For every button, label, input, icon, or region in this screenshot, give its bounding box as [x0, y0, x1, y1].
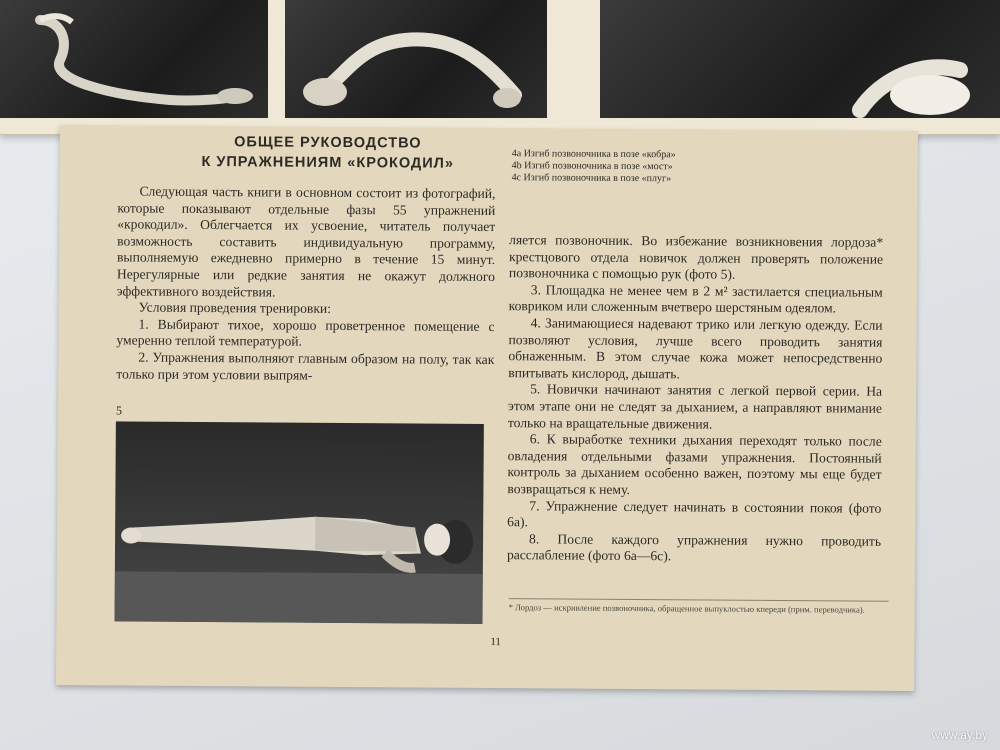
book-page: [56, 125, 918, 691]
photo-lying-figure: [115, 421, 484, 624]
spine-photo-cobra: [0, 0, 268, 118]
left-column: [116, 183, 495, 385]
footnote: * Лордоз — искривление позвоночника, обращенное выпуклостью кпереди (прим. переводчика).: [509, 598, 889, 616]
paragraph-item-6: 6. К выработке техники дыхания переходят только после овладения отдельными фазами упражнения. Постоянный контроль за дыханием особенно важен, поэтому мы еще будет возвращаться к нему.: [507, 431, 882, 497]
spine-photo-bridge: [285, 0, 547, 118]
paragraph-item-4: 4. Занимающиеся надевают трико или легкую одежду. Если позволяют условия, лучше всего проводить занятия обнаженным. В этом случае кожа может непосредственно впитывать кислород, дышать.: [508, 315, 883, 382]
paragraph-intro: Следующая часть книги в основном состоит из фотографий, которые показывают отдельные фазы 55 упражнений «крокодил». Облегчается их усвоение, читатель получает возможность составить индивидуальную программу, выполняемую ежедневно примерно в течение 15 минут. Нерегулярные или редкие занятия не окажут должного эффективного воздействия.: [116, 183, 496, 300]
figure-captions: [512, 148, 812, 186]
watermark: www.ay.by: [931, 728, 988, 742]
page-title: ОБЩЕЕ РУКОВОДСТВО К УПРАЖНЕНИЯМ «КРОКОДИЛ»: [201, 134, 454, 172]
paragraph-item-2: 2. Упражнения выполняют главным образом на полу, так как только при этом условии выпрям-: [116, 349, 495, 383]
caption-4a: 4a Изгиб позвоночника в позе «кобра»: [511, 148, 676, 161]
spine-photo-plow: [600, 0, 1000, 118]
paragraph-item-8: 8. После каждого упражнения нужно проводить расслабление (фото 6а—6с).: [506, 530, 882, 564]
paragraph-item-7: 7. Упражнение следует начинать в состоянии покоя (фото 6а).: [507, 497, 882, 530]
paragraph-continuation: ляется позвоночник. Во избежание возникновения лордоза* крестцового отдела новичок должен проверять положение позвоночника с помощью рук (фото 5).: [508, 232, 884, 282]
upper-page: [0, 0, 1000, 135]
paragraph-item-5: 5. Новички начинают занятия с легкой первой серии. На этом этапе они не следят за дыханием, а направляют внимание только на вращательные движения.: [507, 381, 883, 432]
right-column: [507, 232, 883, 566]
caption-4c: 4c Изгиб позвоночника в позе «плуг»: [511, 172, 672, 185]
photo-label: 5: [115, 403, 123, 418]
page-number: 11: [490, 636, 502, 649]
paragraph-item-1: 1. Выбирают тихое, хорошо проветренное помещение с умеренно теплой температурой.: [116, 316, 495, 350]
caption-4b: 4b Изгиб позвоночника в позе «мост»: [511, 160, 673, 173]
paragraph-item-3: 3. Площадка не менее чем в 2 м² застилается специальным ковриком или сложенным вчетверо шерстяным одеялом.: [508, 282, 883, 316]
paragraph-conditions: Условия проведения тренировки:: [138, 299, 332, 317]
